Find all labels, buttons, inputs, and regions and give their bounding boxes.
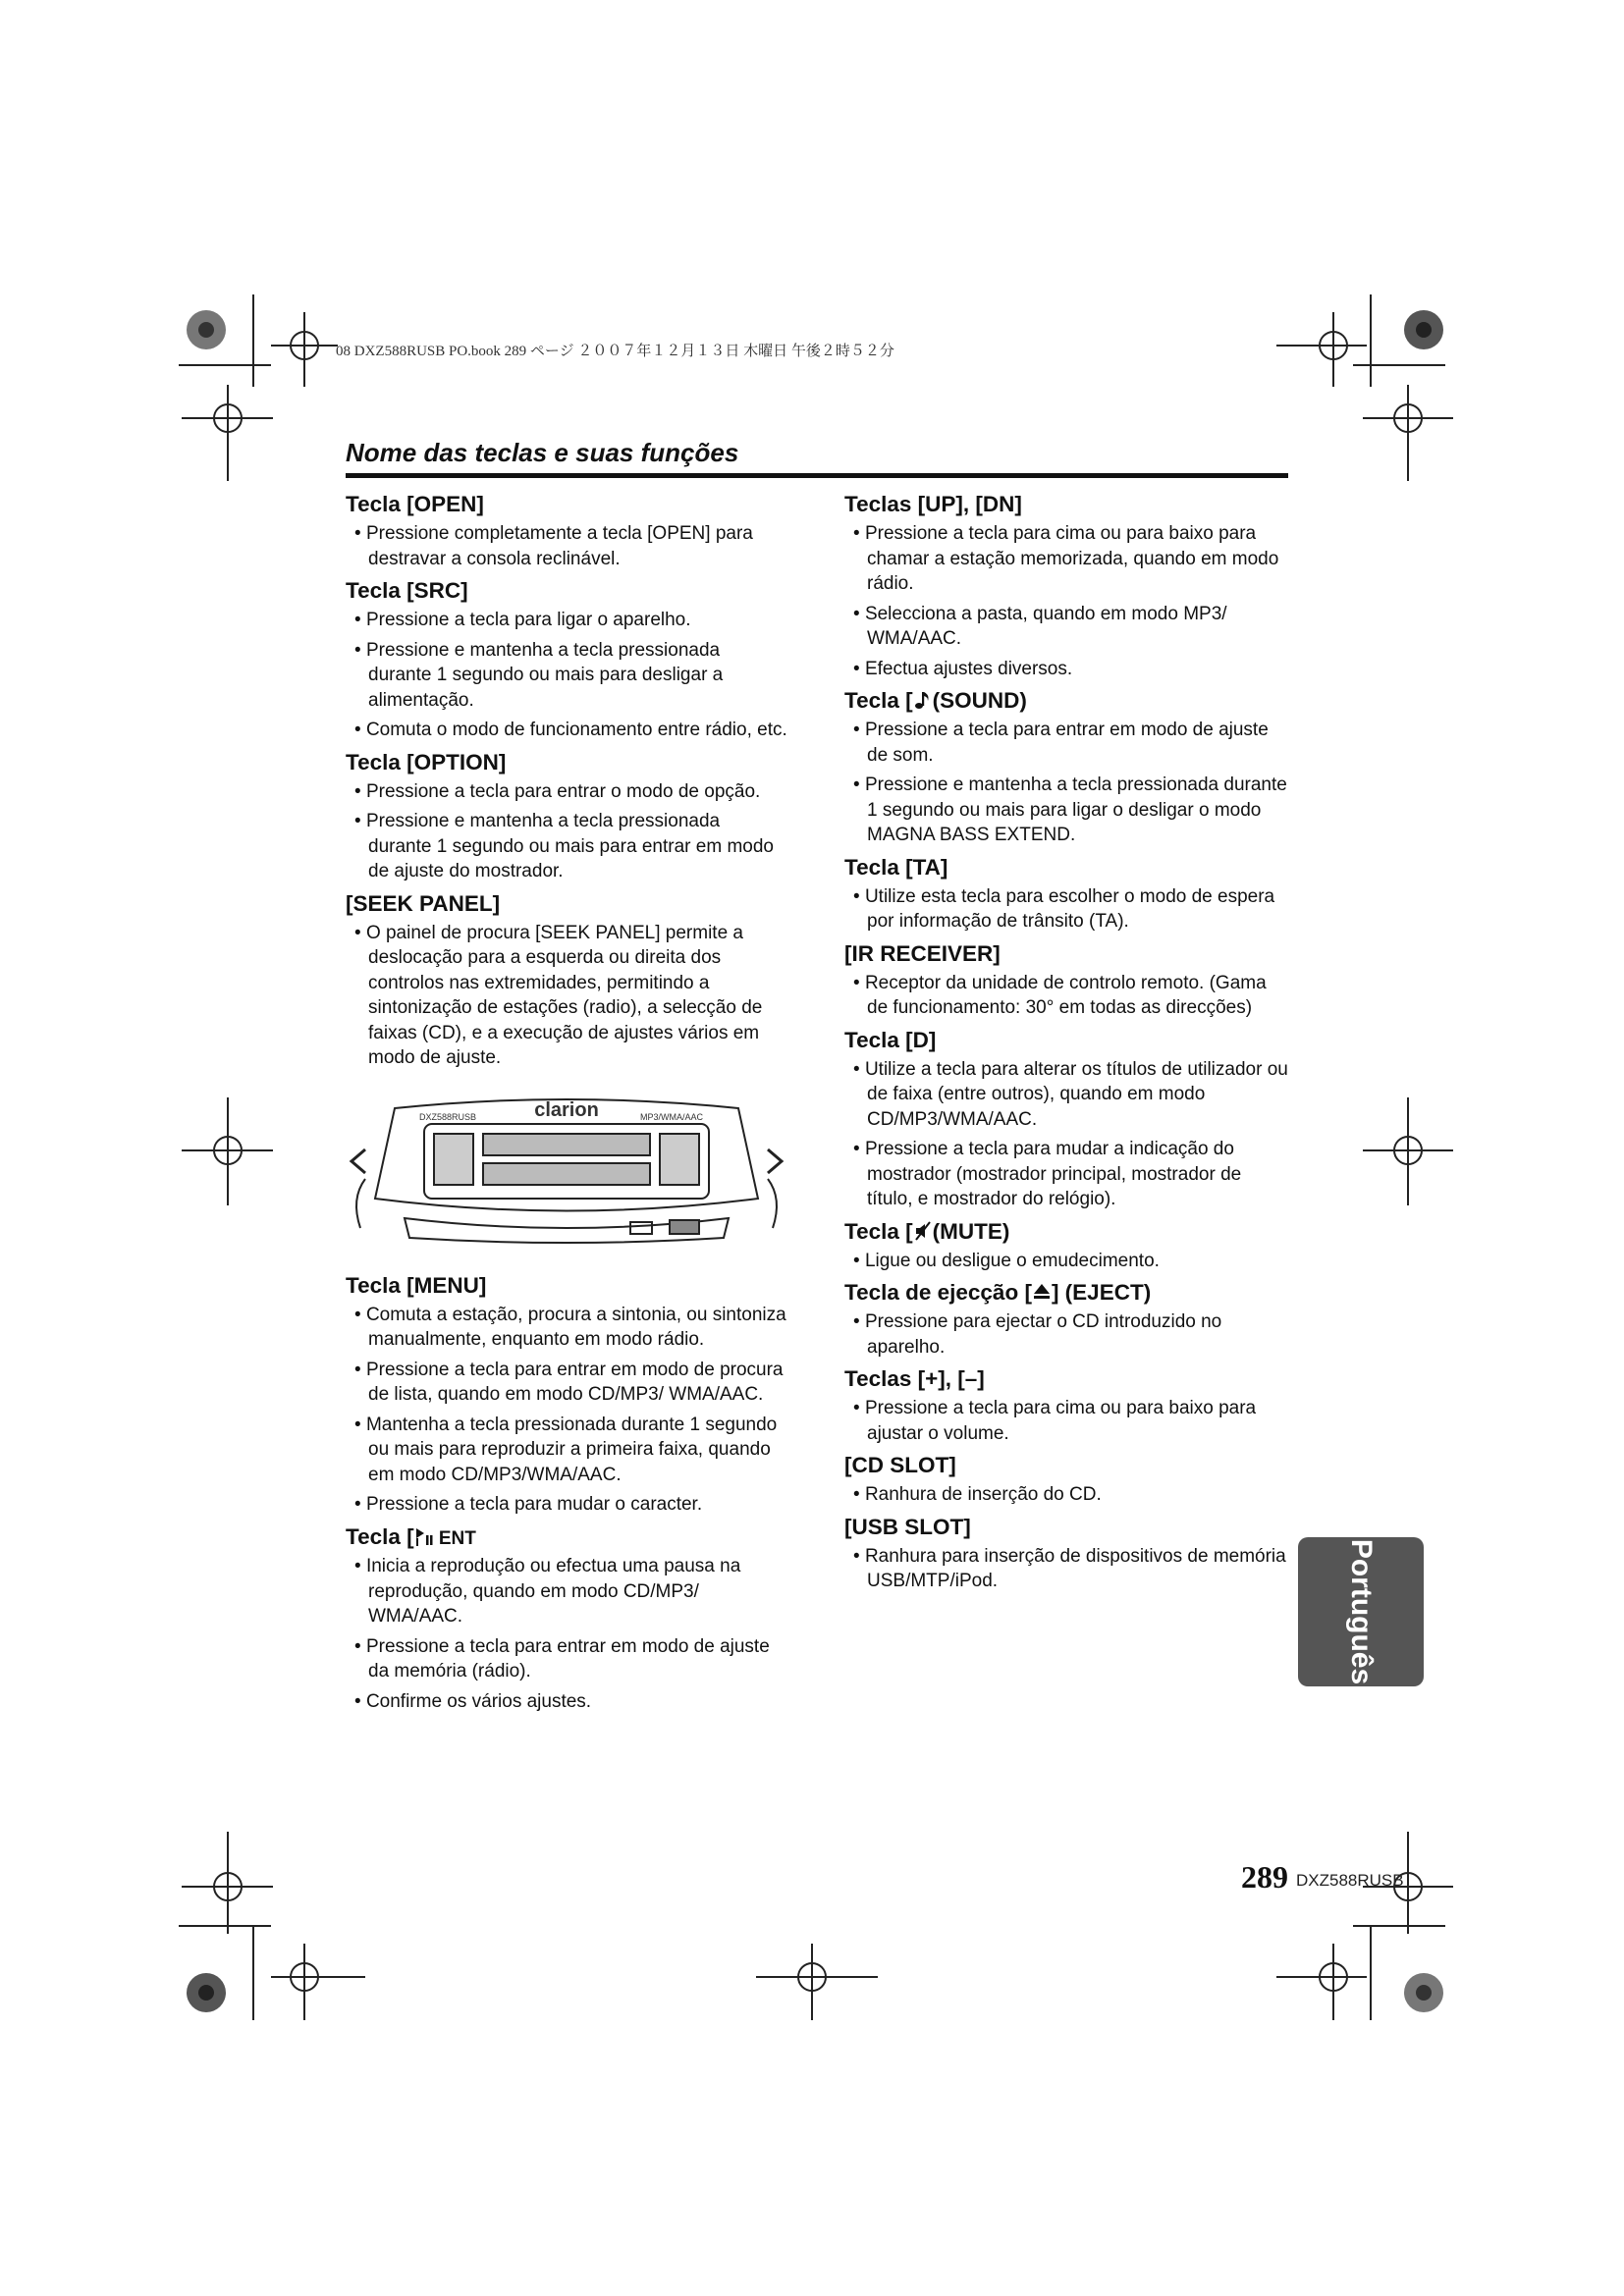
entry-bullet: • Efectua ajustes diversos. [844,657,1288,682]
entry-cd-slot [844,1452,1288,1508]
entry-heading: Tecla [ (SOUND) [844,688,1027,713]
entry-d-key [844,1027,1288,1212]
entry-volume-keys [844,1365,1288,1446]
entry-ir-receiver [844,940,1288,1021]
mute-icon [913,1220,933,1242]
entry-bullet: • Comuta a estação, procura a sintonia, ou sintoniza manualmente, enquanto em modo rádio. [346,1303,787,1353]
entry-bullet: • Pressione a tecla para mudar o caracter. [346,1492,787,1518]
figure-right-tag: MP3/WMA/AAC [640,1111,704,1122]
entry-eject-key [844,1279,1288,1360]
entry-bullet: • Inicia a reprodução ou efectua uma pausa na reprodução, quando em modo CD/MP3/ WMA/AAC. [346,1554,787,1629]
figure-left-tag: DXZ588RUSB [419,1111,477,1122]
entry-open-key [346,491,787,571]
entry-heading: Teclas [+], [–] [844,1366,985,1391]
device-panel-illustration [346,1091,787,1248]
entry-heading: Tecla [OPEN] [346,492,484,516]
entry-heading: [USB SLOT] [844,1514,971,1539]
entry-menu-key [346,1272,787,1518]
left-column [346,491,787,1720]
entry-mute-key [844,1218,1288,1274]
entry-bullet: • Pressione a tecla para cima ou para baixo para chamar a estação memorizada, quando em modo rádio. [844,521,1288,597]
entry-heading: [SEEK PANEL] [346,890,501,916]
entry-bullet: • Pressione completamente a tecla [OPEN] para destravar a consola reclinável. [346,521,787,571]
entry-ta-key [844,854,1288,934]
entry-bullet: • Utilize esta tecla para escolher o modo de espera por informação de trânsito (TA). [844,884,1288,934]
section-title: Nome das teclas e suas funções [346,438,739,467]
entry-bullet: • O painel de procura [SEEK PANEL] permite a deslocação para a esquerda ou direita dos controlos nas extremidades, permitindo a sintonização de estações (radio), a selecção de faixas (CD), e a execução de ajustes vários em modo de ajuste. [346,921,787,1071]
entry-bullet: • Ranhura para inserção de dispositivos de memória USB/MTP/iPod. [844,1544,1288,1594]
language-tab [1298,1537,1424,1686]
entry-bullet: • Pressione a tecla para mudar a indicação do mostrador (mostrador principal, mostrador de título, e mostrador do relógio). [844,1137,1288,1212]
entry-up-dn-keys [844,491,1288,681]
entry-sound-key [844,687,1288,848]
entry-heading: Tecla [ ENT [346,1523,476,1549]
figure-brand-label: clarion [534,1098,599,1121]
entry-bullet: • Pressione a tecla para entrar em modo de procura de lista, quando em modo CD/MP3/ WMA/AAC. [346,1358,787,1408]
entry-bullet: • Mantenha a tecla pressionada durante 1 segundo ou mais para reproduzir a primeira faixa, quando em modo CD/MP3/WMA/AAC. [346,1413,787,1488]
entry-option-key [346,749,787,884]
entry-bullet: • Receptor da unidade de controlo remoto. (Gama de funcionamento: 30° em todas as direcções) [844,971,1288,1021]
entry-bullet: • Pressione a tecla para cima ou para baixo para ajustar o volume. [844,1396,1288,1446]
entry-bullet: • Ranhura de inserção do CD. [844,1482,1288,1508]
entry-bullet: • Pressione a tecla para entrar em modo de ajuste da memória (rádio). [346,1634,787,1684]
music-note-icon [913,689,933,711]
entry-bullet: • Confirme os vários ajustes. [346,1689,787,1715]
entry-bullet: • Ligue ou desligue o emudecimento. [844,1249,1288,1274]
entry-heading: Tecla [SRC] [346,578,468,603]
entry-src-key [346,577,787,743]
entry-heading: Tecla [MENU] [346,1272,487,1298]
entry-play-pause-key [346,1523,787,1715]
language-tab-label: Português [1345,1538,1378,1685]
play-pause-icon [414,1525,434,1547]
entry-heading: Tecla de ejecção [ ] (EJECT) [844,1280,1152,1305]
entry-bullet: • Pressione a tecla para ligar o aparelho. [346,608,787,633]
model-code: DXZ588RUSB [1296,1871,1404,1890]
entry-bullet: • Comuta o modo de funcionamento entre rádio, etc. [346,718,787,743]
entry-bullet: • Selecciona a pasta, quando em modo MP3/ WMA/AAC. [844,602,1288,652]
print-header-line: 08 DXZ588RUSB PO.book 289 ページ ２００７年１２月１３日 木曜日 午後２時５２分 [336,344,894,359]
entry-bullet: • Pressione e mantenha a tecla pressionada durante 1 segundo ou mais para desligar a alimentação. [346,638,787,714]
entry-heading: [CD SLOT] [844,1453,956,1477]
entry-heading: Tecla [OPTION] [346,749,507,774]
entry-bullet: • Pressione e mantenha a tecla pressionada durante 1 segundo ou mais para entrar em modo de ajuste do mostrador. [346,809,787,884]
entry-bullet: • Pressione para ejectar o CD introduzido no aparelho. [844,1309,1288,1360]
entry-heading: Tecla [TA] [844,854,948,880]
entry-bullet: • Pressione e mantenha a tecla pressionada durante 1 segundo ou mais para ligar o desligar o modo MAGNA BASS EXTEND. [844,773,1288,848]
entry-seek-panel [346,890,787,1071]
entry-bullet: • Utilize a tecla para alterar os títulos de utilizador ou de faixa (entre outros), quando em modo CD/MP3/WMA/AAC. [844,1057,1288,1133]
entry-heading: [IR RECEIVER] [844,940,1001,966]
entry-heading: Tecla [D] [844,1027,937,1052]
entry-heading: Teclas [UP], [DN] [844,492,1022,516]
entry-bullet: • Pressione a tecla para entrar em modo de ajuste de som. [844,718,1288,768]
entry-heading: Tecla [ (MUTE) [844,1218,1010,1244]
page-number: 289 [1241,1859,1288,1895]
title-rule [346,473,1288,478]
right-column [844,491,1288,1600]
eject-icon [1032,1281,1052,1303]
entry-usb-slot [844,1514,1288,1594]
entry-bullet: • Pressione a tecla para entrar o modo de opção. [346,779,787,805]
